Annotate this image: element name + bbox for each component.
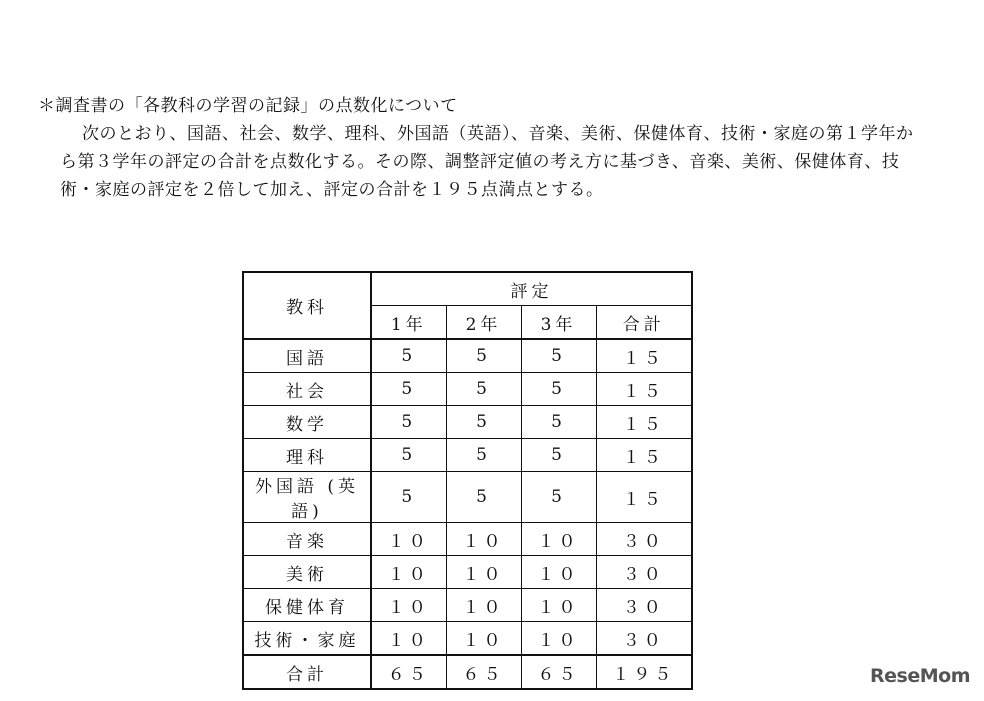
- year3-cell: １０: [521, 622, 596, 656]
- year2-cell: １０: [446, 622, 521, 656]
- year3-cell: １０: [521, 589, 596, 622]
- year1-cell: 5: [371, 373, 446, 406]
- subject-cell: 技術・家庭: [243, 622, 371, 656]
- year1-cell: 5: [371, 472, 446, 523]
- sum-y3: ６５: [521, 655, 596, 689]
- total-cell: ３０: [596, 622, 692, 656]
- table-row: [243, 406, 692, 439]
- year1-cell: １０: [371, 523, 446, 556]
- subject-cell: 数学: [243, 406, 371, 439]
- table-body: [243, 339, 692, 655]
- section-body: 次のとおり、国語、社会、数学、理科、外国語（英語）、音楽、美術、保健体育、技術・家庭の第１学年から第３学年の評定の合計を点数化する。その際、調整評定値の考え方に基づき、音楽、美術、保健体育、技術・家庭の評定を２倍して加え、評定の合計を１９５点満点とする。: [60, 124, 914, 200]
- total-cell: １５: [596, 439, 692, 472]
- subject-cell: 社会: [243, 373, 371, 406]
- table-row: [243, 373, 692, 406]
- table-row: [243, 339, 692, 373]
- table-row: [243, 523, 692, 556]
- document-text: [38, 92, 918, 204]
- subject-header: 教科: [243, 272, 371, 339]
- section-heading: ＊調査書の「各教科の学習の記録」の点数化について: [38, 96, 458, 116]
- year3-cell: 5: [521, 439, 596, 472]
- subject-cell: 音楽: [243, 523, 371, 556]
- sum-label: 合計: [243, 655, 371, 689]
- table-row: [243, 439, 692, 472]
- logo-text: ReseMom: [870, 665, 970, 687]
- year2-cell: １０: [446, 556, 521, 589]
- year2-cell: １０: [446, 523, 521, 556]
- year1-cell: 5: [371, 339, 446, 373]
- year2-cell: 5: [446, 472, 521, 523]
- year3-cell: 5: [521, 472, 596, 523]
- subject-cell: 国語: [243, 339, 371, 373]
- resemom-logo: [870, 665, 970, 687]
- total-cell: １５: [596, 339, 692, 373]
- year1-cell: 5: [371, 406, 446, 439]
- year2-cell: 5: [446, 373, 521, 406]
- year2-cell: １０: [446, 589, 521, 622]
- year1-cell: １０: [371, 622, 446, 656]
- year3-cell: １０: [521, 556, 596, 589]
- total-cell: ３０: [596, 556, 692, 589]
- year-header-2: 2年: [446, 306, 521, 340]
- score-table: [242, 271, 693, 690]
- year-header-3: 3年: [521, 306, 596, 340]
- table-header-row: [243, 272, 692, 306]
- total-cell: １５: [596, 406, 692, 439]
- table-row: [243, 472, 692, 523]
- sum-row: [243, 655, 692, 689]
- year-header-1: 1年: [371, 306, 446, 340]
- rating-header: 評定: [371, 272, 692, 306]
- subject-cell: 美術: [243, 556, 371, 589]
- total-cell: ３０: [596, 523, 692, 556]
- sum-y1: ６５: [371, 655, 446, 689]
- subject-cell: 外国語 (英語): [243, 472, 371, 523]
- total-header: 合計: [596, 306, 692, 340]
- year3-cell: 5: [521, 373, 596, 406]
- total-cell: ３０: [596, 589, 692, 622]
- year2-cell: 5: [446, 439, 521, 472]
- year3-cell: １０: [521, 523, 596, 556]
- year3-cell: 5: [521, 406, 596, 439]
- sum-y2: ６５: [446, 655, 521, 689]
- year1-cell: １０: [371, 556, 446, 589]
- year2-cell: 5: [446, 339, 521, 373]
- sum-total: １９５: [596, 655, 692, 689]
- year3-cell: 5: [521, 339, 596, 373]
- total-cell: １５: [596, 373, 692, 406]
- table-row: [243, 589, 692, 622]
- year2-cell: 5: [446, 406, 521, 439]
- total-cell: １５: [596, 472, 692, 523]
- year1-cell: 5: [371, 439, 446, 472]
- subject-cell: 保健体育: [243, 589, 371, 622]
- year1-cell: １０: [371, 589, 446, 622]
- table-row: [243, 556, 692, 589]
- subject-cell: 理科: [243, 439, 371, 472]
- table-row: [243, 622, 692, 656]
